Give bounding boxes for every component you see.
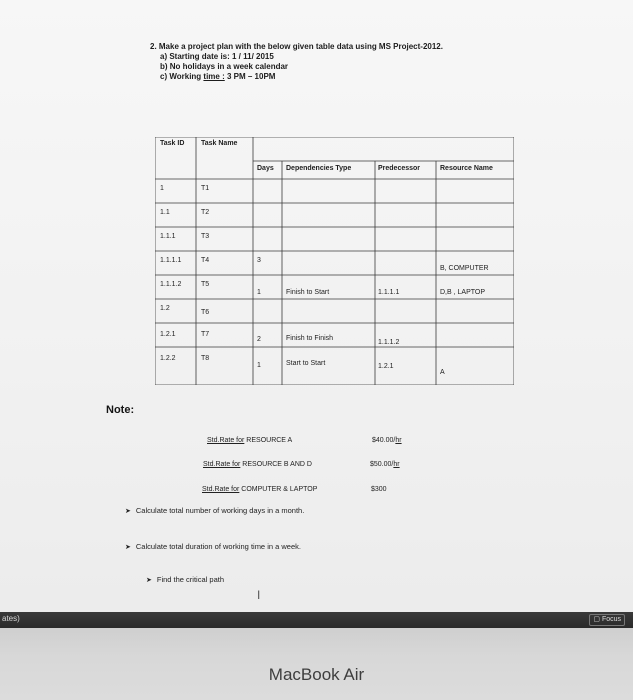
- rate-value-amount: $50.00/: [370, 461, 394, 468]
- device-brand: MacBook Air: [268, 665, 365, 684]
- cell-task-id: 1.1: [160, 209, 170, 216]
- holidays-line: b) No holidays in a week calendar: [160, 62, 289, 71]
- bullet-text: Find the critical path: [156, 575, 224, 584]
- header-task-name: Task Name: [201, 140, 238, 147]
- cell-days: 3: [257, 257, 261, 264]
- cell-task-id: 1.1.1: [160, 233, 176, 240]
- rate-label-rest: RESOURCE A: [244, 437, 293, 444]
- rate-value-unit: hr: [393, 461, 400, 468]
- task-table: [155, 137, 514, 385]
- focus-button[interactable]: [589, 614, 625, 626]
- cell-resource-name: D,B , LAPTOP: [440, 289, 485, 296]
- cell-task-name: T3: [201, 233, 210, 240]
- cell-task-id: 1.1.1.1: [160, 257, 182, 264]
- start-date-line: a) Starting date is: 1 / 11/ 2015: [160, 52, 274, 61]
- focus-label: Focus: [601, 616, 621, 623]
- cell-resource-name: B, COMPUTER: [440, 265, 489, 272]
- ibeam-cursor-icon: I: [257, 588, 261, 602]
- rate-label-rest: COMPUTER & LAPTOP: [239, 486, 318, 493]
- cell-task-id: 1.2.1: [160, 331, 176, 338]
- cell-task-name: T8: [201, 355, 210, 362]
- header-days: Days: [257, 165, 274, 172]
- cell-predecessor: 1.1.1.1: [378, 289, 400, 296]
- cell-task-id: 1.2: [160, 305, 170, 312]
- bullet-critical-path: [146, 575, 224, 584]
- bullet-arrow-icon: ➤: [125, 508, 131, 515]
- bullet-arrow-icon: ➤: [146, 577, 152, 584]
- cell-task-id: 1.1.1.2: [160, 281, 182, 288]
- header-task-id: Task ID: [160, 140, 185, 147]
- cell-task-name: T6: [201, 309, 210, 316]
- bullet-working-time: [125, 542, 301, 551]
- rate-value-computer-laptop: $300: [371, 486, 387, 493]
- rate-label-rest: RESOURCE B AND D: [240, 461, 312, 468]
- cell-days: 1: [257, 289, 261, 296]
- cell-task-name: T7: [201, 331, 210, 338]
- rate-value-amount: $40.00/: [372, 437, 396, 444]
- rate-value-resource-b-d: [370, 461, 400, 468]
- cell-task-name: T5: [201, 281, 210, 288]
- question-header: [150, 42, 443, 82]
- bullet-arrow-icon: ➤: [125, 544, 131, 551]
- rate-value-resource-a: [372, 437, 402, 444]
- working-time-line: [150, 72, 443, 82]
- question-title: 2. Make a project plan with the below given table data using MS Project-2012.: [150, 42, 443, 51]
- cell-days: 2: [257, 336, 261, 343]
- bullet-text: Calculate total number of working days in a month.: [135, 506, 305, 515]
- cell-task-id: 1: [160, 185, 164, 192]
- header-dependencies-type: Dependencies Type: [286, 165, 352, 172]
- rate-label-underlined: Std.Rate for: [203, 461, 241, 468]
- bullet-text: Calculate total duration of working time in a week.: [135, 542, 301, 551]
- cell-dependency-type: Finish to Start: [286, 289, 330, 296]
- working-time-prefix: c) Working: [160, 72, 204, 81]
- cell-dependency-type: Finish to Finish: [286, 335, 334, 342]
- rate-label-resource-b-d: [203, 461, 312, 468]
- rate-value-unit: hr: [395, 437, 402, 444]
- cell-task-name: T2: [201, 209, 210, 216]
- rate-label-resource-a: [207, 437, 292, 444]
- cell-predecessor: 1.2.1: [378, 363, 394, 370]
- cell-task-name: T1: [201, 185, 210, 192]
- working-time-suffix: 3 PM – 10PM: [224, 72, 276, 81]
- rate-label-computer-laptop: [202, 486, 317, 493]
- status-bar-text: ates): [2, 614, 20, 623]
- note-label: Note:: [106, 404, 135, 416]
- header-predecessor: Predecessor: [378, 165, 421, 172]
- focus-icon: ▢: [593, 616, 600, 623]
- header-resource-name: Resource Name: [440, 165, 493, 172]
- working-time-underlined: time :: [203, 72, 225, 81]
- bullet-working-days: [125, 506, 304, 515]
- cell-days: 1: [257, 362, 261, 369]
- laptop-bezel: [0, 628, 633, 700]
- rate-label-underlined: Std.Rate for: [207, 437, 245, 444]
- rate-label-underlined: Std.Rate for: [202, 486, 240, 493]
- cell-task-id: 1.2.2: [160, 355, 176, 362]
- status-bar: [0, 612, 633, 628]
- cell-resource-name: A: [440, 369, 445, 376]
- cell-task-name: T4: [201, 257, 210, 264]
- cell-dependency-type: Start to Start: [286, 360, 326, 367]
- cell-predecessor: 1.1.1.2: [378, 339, 400, 346]
